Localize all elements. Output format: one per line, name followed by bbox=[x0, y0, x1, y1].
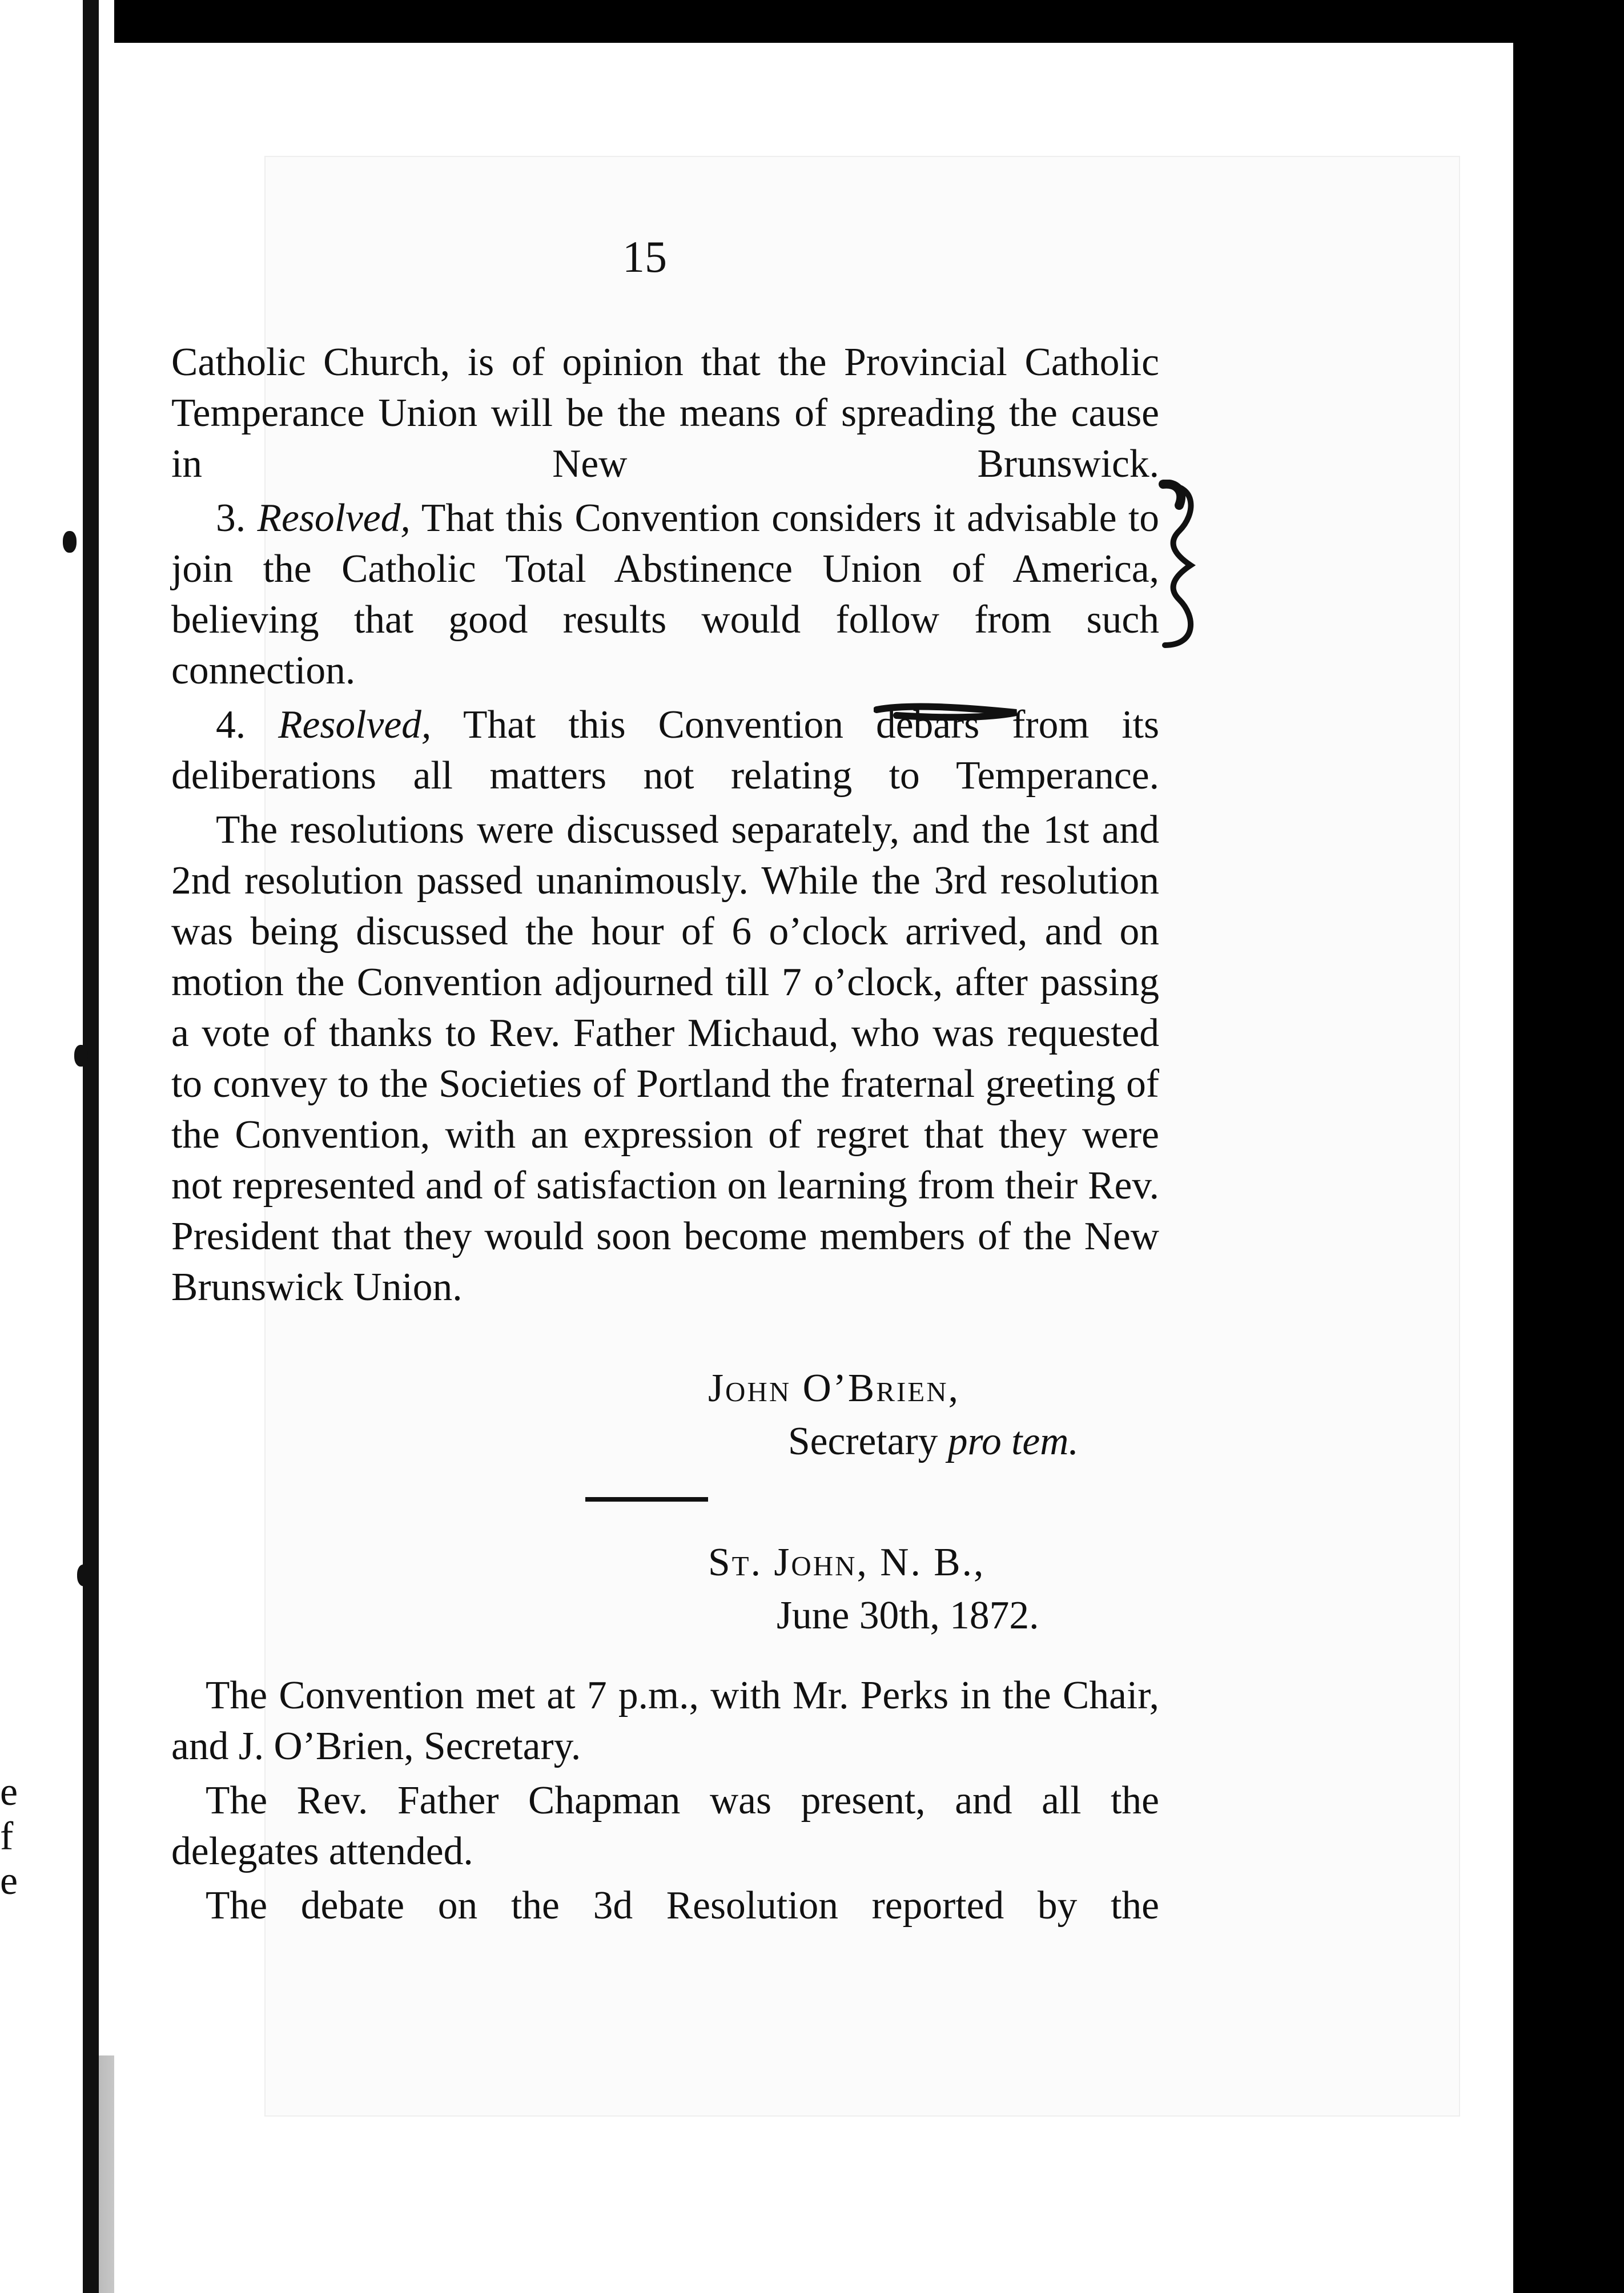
handwritten-brace bbox=[1156, 480, 1211, 651]
page-number: 15 bbox=[622, 232, 667, 281]
margin-blot bbox=[77, 1564, 91, 1586]
dateline bbox=[708, 1536, 1039, 1642]
paragraph-text: The Rev. Father Chapman was present, and all the delegates attended. bbox=[171, 1779, 1159, 1873]
paragraph-text: The debate on the 3d Resolution reported by the bbox=[206, 1884, 1159, 1928]
paragraph-text: The Convention met at 7 p.m., with Mr. Perks in the Chair, and J. O’Brien, Secretary. bbox=[171, 1674, 1159, 1768]
paragraph-text: Catholic Church, is of opinion that the Provincial Catholic Temperance Union will be the means of spreading the cause in New Brunswick. bbox=[171, 340, 1159, 486]
book-spine bbox=[83, 0, 99, 2293]
resolution-text: That this Convention considers it advisable to join the Catholic Total Abstinence Union of America, believing that good results would follow from such connection. bbox=[171, 496, 1160, 693]
resolution-3 bbox=[171, 493, 1159, 696]
fragment-line: f bbox=[0, 1815, 14, 1858]
handwritten-underline bbox=[874, 701, 1022, 724]
title-italic: pro tem. bbox=[947, 1419, 1079, 1463]
signatory-name: John O’Brien, bbox=[708, 1366, 960, 1410]
margin-blot bbox=[63, 531, 77, 553]
body-text-block-1 bbox=[171, 337, 1159, 1313]
facing-page-fragment bbox=[0, 1770, 18, 1904]
section-rule bbox=[585, 1497, 708, 1502]
paragraph bbox=[171, 1880, 1159, 1931]
paragraph bbox=[171, 337, 1159, 489]
paragraph bbox=[171, 1775, 1159, 1877]
margin-blot bbox=[74, 1045, 88, 1067]
resolution-label: Resolved, bbox=[278, 703, 432, 747]
resolution-number: 4. bbox=[216, 703, 246, 747]
dateline-place: St. John, N. B., bbox=[708, 1540, 986, 1584]
resolution-number: 3. bbox=[216, 496, 246, 540]
body-text-block-2 bbox=[171, 1670, 1159, 1931]
resolution-label: Resolved, bbox=[257, 496, 411, 540]
title-text: Secretary bbox=[788, 1419, 948, 1463]
paragraph-text: The resolutions were discussed separately, and the 1st and 2nd resolution passed unanimously. While the 3rd resolution was being discussed the hour of 6 o’clock arrived, and on motion the Convention adjourned till 7 o’clock, after passing a vote of thanks to Rev. Father Michaud, who was requested to convey to the Societies of Portland the fraternal greeting of the Convention, with an expression of regret that they were not represented and of satisfaction on learning from their Rev. President that they would soon become members of the New Brunswick Union. bbox=[171, 808, 1159, 1309]
signatory-title bbox=[708, 1415, 1079, 1468]
paragraph bbox=[171, 804, 1159, 1313]
dateline-date: June 30th, 1872. bbox=[777, 1594, 1039, 1638]
scan-border-top bbox=[114, 0, 1513, 43]
paragraph bbox=[171, 1670, 1159, 1772]
signature-block bbox=[708, 1362, 1079, 1468]
scan-border-right bbox=[1513, 0, 1624, 2293]
fragment-line: e bbox=[0, 1859, 18, 1903]
fragment-line: e bbox=[0, 1770, 18, 1814]
resolution-text: That this Convention debars from its deliberations all matters not relating to Temperance. bbox=[171, 703, 1159, 798]
